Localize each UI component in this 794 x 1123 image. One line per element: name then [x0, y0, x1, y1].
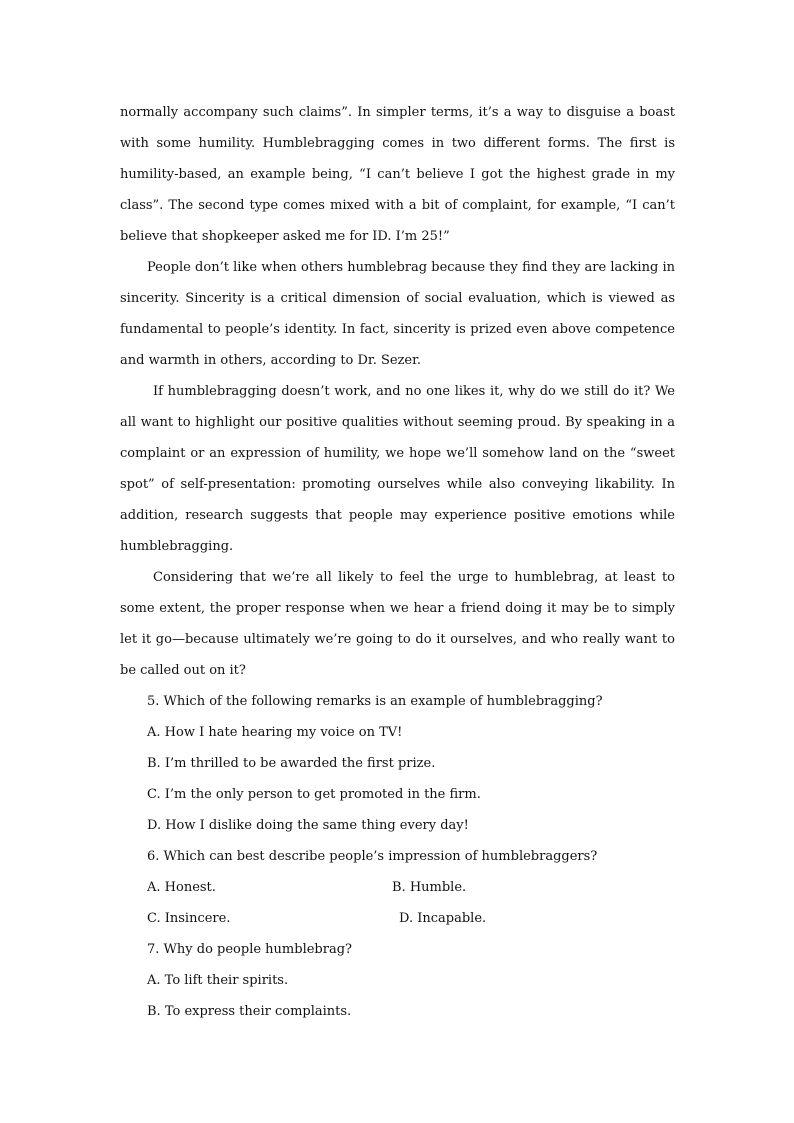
- option-b: B. To express their complaints.: [147, 1004, 352, 1019]
- document-page: [120, 97, 675, 1027]
- option-a: A. How I hate hearing my voice on TV!: [147, 725, 403, 740]
- question-stem: 5. Which of the following remarks is an example of humblebragging?: [147, 694, 603, 709]
- question-7: [120, 934, 675, 1027]
- paragraph-sincerity: People don’t like when others humblebrag because they find they are lacking in sincerity. Sincerity is a critical dimension of social evaluation, which is viewed as fundamental to people’s identity. In fact, sincerity is prized even above competence and warmth in others, according to Dr. Sezer.: [120, 260, 675, 368]
- option-d: D. How I dislike doing the same thing every day!: [147, 818, 469, 833]
- question-stem: 6. Which can best describe people’s impression of humblebraggers?: [147, 849, 598, 864]
- option-c: C. I’m the only person to get promoted in the firm.: [147, 787, 481, 802]
- paragraph-definition: normally accompany such claims”. In simpler terms, it’s a way to disguise a boast with some humility. Humblebragging comes in two different forms. The first is humility-based, an example being, “I can’t believe I got the highest grade in my class”. The second type comes mixed with a bit of complaint, for example, “I can’t believe that shopkeeper asked me for ID. I’m 25!”: [120, 105, 675, 244]
- option-row: [120, 903, 675, 934]
- option-c: C. Insincere.: [147, 911, 231, 926]
- option-d: D. Incapable.: [399, 911, 487, 926]
- paragraph-conclusion: Considering that we’re all likely to feel the urge to humblebrag, at least to some extent, the proper response when we hear a friend doing it may be to simply let it go—because ultimately we’re going to do it ourselves, and who really want to be called out on it?: [120, 570, 675, 678]
- paragraph-why: If humblebragging doesn’t work, and no one likes it, why do we still do it? We all want to highlight our positive qualities without seeming proud. By speaking in a complaint or an expression of humility, we hope we’ll somehow land on the “sweet spot” of self-presentation: promoting ourselves while also conveying likability. In addition, research suggests that people may experience positive emotions while humblebragging.: [120, 384, 675, 554]
- option-a: A. To lift their spirits.: [147, 973, 289, 988]
- option-b: B. I’m thrilled to be awarded the first prize.: [147, 756, 436, 771]
- option-row: [120, 872, 675, 903]
- option-b: B. Humble.: [392, 880, 467, 895]
- question-6: [120, 841, 675, 934]
- question-stem: 7. Why do people humblebrag?: [147, 942, 352, 957]
- question-5: [120, 686, 675, 841]
- option-a: A. Honest.: [147, 880, 216, 895]
